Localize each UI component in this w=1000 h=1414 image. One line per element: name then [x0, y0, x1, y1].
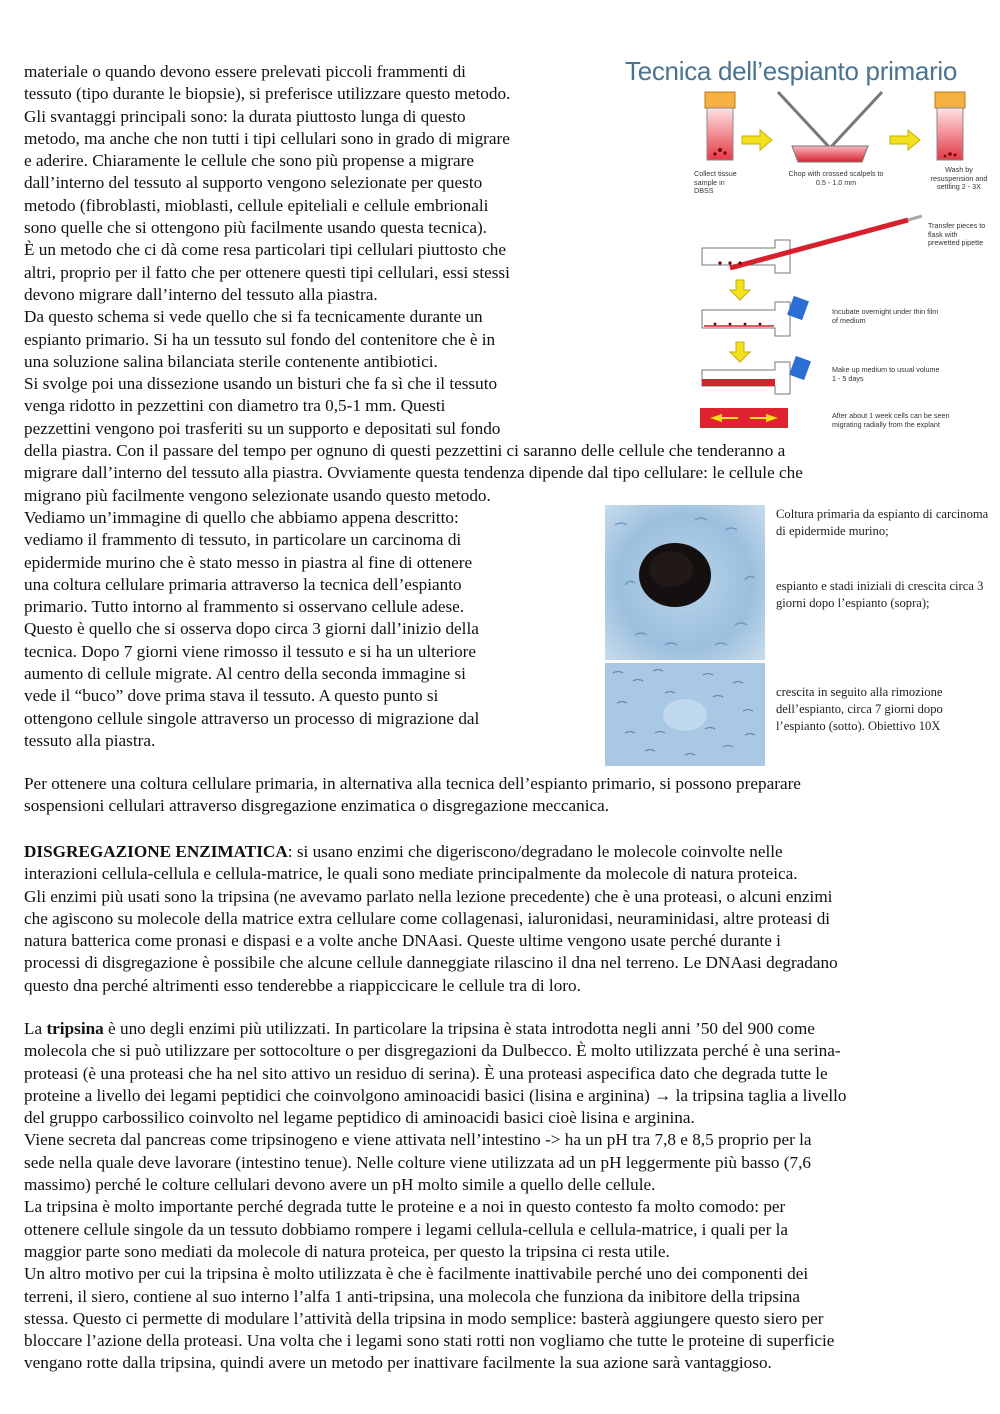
text-line: Gli enzimi più usati sono la tripsina (ne avevamo parlato nella lezione precedente) che è una proteasi, o alcuni enzimi	[24, 886, 833, 906]
tube-cap-icon	[705, 92, 735, 108]
text-line: Vediamo un’immagine di quello che abbiamo appena descritto:	[24, 508, 459, 527]
text-line: epidermide murino che è stato messo in piastra al fine di ottenere	[24, 552, 473, 572]
text-line: Viene secreta dal pancreas come tripsinogeno e viene attivata nell’intestino -> ha un pH tra 7,8 e 8,5 proprio per la	[24, 1130, 812, 1150]
enzymatic-first-line	[24, 841, 992, 863]
text-line: natura batterica come pronasi e dispasi e a volte anche DNAasi. Queste ultime vengono usate perché durante i	[24, 931, 781, 951]
text-line: aumento di cellule migrate. Al centro della seconda immagine si	[24, 664, 466, 684]
label-chop: Chop with crossed scalpels to 0.5 - 1.0 mm	[788, 169, 884, 187]
text-line: Per ottenere una coltura cellulare primaria, in alternativa alla tecnica dell’espianto primario, si possono preparare	[24, 774, 801, 793]
intro-paragraph	[24, 61, 609, 440]
alternative-paragraph	[24, 773, 989, 818]
text-line: tessuto (tipo durante le biopsie), si preferisce utilizzare questo metodo.	[24, 84, 511, 104]
text-line: molecola che si può utilizzare per sottocolture o per disgregazioni da Dulbecco. È molto utilizzata perché è una serina-	[24, 1041, 841, 1061]
text-line: terreni, il siero, contiene al suo interno l’alfa 1 anti-tripsina, una molecola che funziona da inibitore della tripsina	[24, 1286, 801, 1306]
text-line: maggior parte sono mediati da molecole di natura proteica, per questo la tripsina ci resta utile.	[24, 1241, 670, 1261]
text-line: materiale o quando devono essere prelevati piccoli frammenti di	[24, 62, 466, 81]
text-line: proteasi (è una proteasi che ha nel sito attivo un residuo di serina). È una proteasi aspecifica dato che degrada tutte le	[24, 1063, 828, 1083]
enzymatic-heading: DISGREGAZIONE ENZIMATICA	[24, 842, 288, 861]
text-line: Si svolge poi una dissezione usando un bisturi che fa sì che il tessuto	[24, 374, 498, 394]
text-line: proteine a livello dei legami peptidici che coinvolgono aminoacidi basici (lisina e arginina) → la tripsina taglia a livello	[24, 1085, 847, 1105]
text-line: sono quelle che si ottengono più facilmente usando questa tecnica).	[24, 218, 487, 238]
flask-icon	[702, 302, 790, 336]
petri-dish-icon	[792, 146, 868, 162]
text-line: del gruppo carbossilico coinvolto nel legame peptidico di aminoacidi basici cioè lisina e arginina.	[24, 1108, 695, 1128]
text-line: Un altro motivo per cui la tripsina è molto utilizzata è che è facilmente inattivabile perché uno dei componenti dei	[24, 1264, 809, 1284]
text-line: migrano più facilmente vengono selezionate usando questo metodo.	[24, 485, 491, 505]
text-line: venga ridotto in pezzettini con diametro tra 0,5-1 mm. Questi	[24, 396, 446, 416]
micro-caption-title: Coltura primaria da espianto di carcinoma di epidermide murino;	[776, 507, 989, 538]
micrograph-bottom-svg	[605, 663, 765, 766]
text-line: sede nella quale deve lavorare (intestino tenue). Nelle colture viene utilizzata ad un pH leggermente più basso (7,6	[24, 1152, 811, 1172]
text-line: stessa. Questo ci permette di modulare l’attività della tripsina in modo semplice: basterà aggiungere questo siero per	[24, 1308, 824, 1328]
label-after: After about 1 week cells can be seen migrating radially from the explant	[832, 411, 950, 429]
flask-icon	[702, 362, 790, 394]
tube-cap-icon	[935, 92, 965, 108]
micro-caption-bottom: crescita in seguito alla rimozione dell’espianto, circa 7 giorni dopo l’espianto (sotto). Obiettivo 10X	[776, 685, 943, 733]
arrow-down-icon	[730, 280, 750, 300]
text-line: espianto primario. Si ha un tessuto sul fondo del contenitore che è in	[24, 329, 496, 349]
intro-continuation	[24, 440, 984, 507]
arrow-right-icon	[742, 130, 772, 150]
trypsin-first-line	[24, 1018, 992, 1040]
explant-diagram	[690, 88, 990, 433]
text-line: tessuto alla piastra.	[24, 730, 156, 750]
micrograph-bottom	[605, 663, 765, 766]
label-makeup: Make up medium to usual volume 1 - 5 days	[832, 365, 940, 383]
trypsin-first-rest: è uno degli enzimi più utilizzati. In particolare la tripsina è stata introdotta negli anni ’50 del 900 come	[103, 1019, 815, 1038]
micro-caption-top: espianto e stadi iniziali di crescita circa 3 giorni dopo l’espianto (sopra);	[776, 579, 984, 610]
text-line: vede il “buco” dove prima stava il tessuto. A questo punto si	[24, 686, 439, 706]
flask-cap-icon	[789, 356, 811, 380]
enzymatic-first-rest: : si usano enzimi che digeriscono/degradano le molecole coinvolte nelle	[287, 842, 783, 861]
micrograph-paragraph	[24, 507, 599, 752]
text-line: devono migrare dall’interno del tessuto alla piastra.	[24, 284, 378, 304]
text-line: La tripsina è molto importante perché degrada tutte le proteine e a noi in questo contesto fa molto comodo: per	[24, 1197, 786, 1217]
text-line: primario. Tutto intorno al frammento si osservano cellule adese.	[24, 597, 465, 617]
label-incubate: Incubate overnight under thin film of medium	[832, 307, 939, 325]
enzymatic-paragraph	[24, 841, 992, 997]
text-line: una soluzione salina bilanciata sterile contenente antibiotici.	[24, 351, 438, 371]
text-line: Gli svantaggi principali sono: la durata piuttosto lunga di questo	[24, 106, 466, 126]
label-collect: Collect tissue sample in DBSS	[694, 169, 737, 196]
text-line: ottengono cellule singole attraverso un processo di migrazione dal	[24, 708, 480, 728]
text-line: pezzettini vengono poi trasferiti su un supporto e depositati sul fondo	[24, 418, 501, 438]
text-line: ottenere cellule singole da un tessuto dobbiamo rompere i legami cellula-cellula e cellula-matrice, i quali per la	[24, 1219, 789, 1239]
figure-title: Tecnica dell’espianto primario	[625, 56, 958, 86]
text-line: sospensioni cellulari attraverso disgregazione enzimatica o disgregazione meccanica.	[24, 796, 610, 816]
explant-hole	[663, 699, 707, 731]
text-line: interazioni cellula-cellula e cellula-matrice, le quali sono mediate principalmente da molecole di natura proteica.	[24, 864, 798, 884]
micrograph-top	[605, 505, 765, 660]
arrow-down-icon	[730, 342, 750, 362]
label-transfer: Transfer pieces to flask with prewetted pipette	[928, 221, 986, 248]
text-line: massimo) perché le colture cellulari devono avere un pH molto simile a quello delle cellule.	[24, 1175, 656, 1195]
tube-icon	[707, 108, 733, 160]
text-line: dall’interno del tessuto al supporto vengono selezionate per questo	[24, 173, 483, 193]
text-line: metodo, ma anche che non tutti i tipi cellulari sono in grado di migrare	[24, 128, 510, 148]
text-line: e aderire. Chiaramente le cellule che sono più propense a migrare	[24, 151, 475, 171]
text-line: bloccare l’azione della proteasi. Una volta che i legami sono stati rotti non vogliamo che tutte le proteine di superficie	[24, 1331, 835, 1351]
micrograph-top-svg	[605, 505, 765, 660]
trypsin-word: tripsina	[46, 1019, 104, 1038]
text-line: metodo (fibroblasti, mioblasti, cellule epiteliali e cellule embrionali	[24, 195, 489, 215]
text-line: vengano rotte dalla tripsina, quindi avere un metodo per inattivare facilmente la sua azione sarà vantaggioso.	[24, 1353, 772, 1373]
tube-icon	[937, 108, 963, 160]
label-wash: Wash by resuspension and settling 2 - 3X	[930, 165, 988, 192]
text-line: tecnica. Dopo 7 giorni viene rimosso il tessuto e si ha un ulteriore	[24, 641, 477, 661]
text-line: questo dna perché altrimenti esso tenderebbe a riappiccicare le cellule tra di loro.	[24, 975, 581, 995]
arrow-right-icon	[890, 130, 920, 150]
text-line: che agiscono su molecole della matrice extra cellulare come collagenasi, ialuronidasi, neuraminidasi, altre proteasi di	[24, 908, 831, 928]
text-line: È un metodo che ci dà come resa particolari tipi cellulari piuttosto che	[24, 240, 507, 260]
text-line: Questo è quello che si osserva dopo circa 3 giorni dall’inizio della	[24, 619, 479, 639]
text-line: Da questo schema si vede quello che si fa tecnicamente durante un	[24, 307, 483, 327]
trypsin-la: La	[24, 1019, 47, 1038]
text-line: altri, proprio per il fatto che per ottenere questi tipi cellulari, essi stessi	[24, 262, 510, 282]
text-line: processi di disgregazione è possibile che alcune cellule danneggiate rilascino il dna nel terreno. Le DNAasi degradano	[24, 953, 838, 973]
text-line: della piastra. Con il passare del tempo per ognuno di questi pezzettini ci saranno delle cellule che tenderanno a	[24, 441, 786, 460]
text-line: migrare dall’interno del tessuto alla piastra. Ovviamente questa tendenza dipende dal tipo cellulare: le cellule che	[24, 463, 803, 483]
text-line: vediamo il frammento di tessuto, in particolare un carcinoma di	[24, 530, 462, 550]
trypsin-paragraph	[24, 1018, 992, 1375]
text-line: una coltura cellulare primaria attraverso la tecnica dell’espianto	[24, 574, 462, 594]
